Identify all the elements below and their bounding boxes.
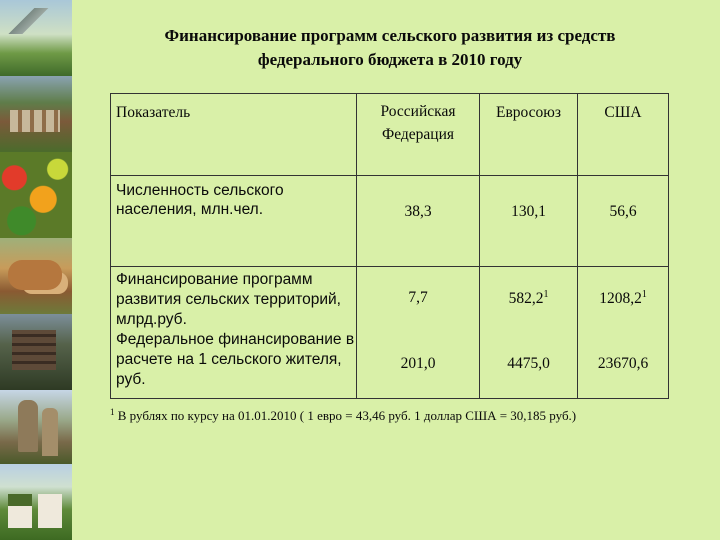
table-header-row <box>111 94 669 176</box>
cell-russia-funding: 7,7 <box>408 289 428 306</box>
cell-eu: 130,1 <box>480 176 578 267</box>
village-rooftops-photo <box>0 76 72 152</box>
farm-machinery-photo <box>0 314 72 390</box>
cell-eu-funding: 582,2$^1$ <box>508 289 549 307</box>
cells-usa <box>578 267 669 399</box>
cell-russia-per-capita: 201,0 <box>400 355 436 372</box>
row-label: Финансирование программ развития сельских территорий, млрд.руб. <box>116 271 341 328</box>
header-eu: Евросоюз <box>480 94 578 176</box>
table-row <box>111 176 669 267</box>
decorative-photo-strip <box>0 0 72 540</box>
header-usa: США <box>578 94 669 176</box>
cells-eu <box>480 267 578 399</box>
rock-formations-photo <box>0 390 72 464</box>
cattle-photo <box>0 238 72 314</box>
header-indicator: Показатель <box>111 94 357 176</box>
slide-title <box>110 24 670 72</box>
farmhouses-photo <box>0 464 72 540</box>
funding-table <box>110 93 669 399</box>
header-russia: Российская Федерация <box>357 94 480 176</box>
row-label: Федеральное финансирование в расчете на 1 сельского жителя, руб. <box>116 331 355 388</box>
footnote <box>110 407 710 424</box>
title-line-2: федерального бюджета в 2010 году <box>257 50 523 69</box>
footnote-text: В рублях по курсу на 01.01.2010 ( 1 евро = 43,46 руб. 1 доллар США = 30,185 руб.) <box>117 408 577 423</box>
cell-eu-per-capita: 4475,0 <box>507 355 550 372</box>
vegetables-photo <box>0 152 72 238</box>
title-line-1: Финансирование программ сельского развития из средств <box>164 26 616 45</box>
cells-russia <box>357 267 480 399</box>
cell-usa-funding: 1208,2$^1$ <box>599 289 647 307</box>
merged-row-labels <box>111 267 357 399</box>
footnote-mark: 1 <box>110 407 115 417</box>
cell-usa: 56,6 <box>578 176 669 267</box>
alpine-village-photo <box>0 0 72 76</box>
cell-usa-per-capita: 23670,6 <box>597 355 649 372</box>
cell-russia: 38,3 <box>357 176 480 267</box>
footnote-mark: 1 <box>543 289 549 300</box>
row-label: Численность сельского населения, млн.чел. <box>111 176 357 267</box>
table-row-merged <box>111 267 669 399</box>
footnote-mark: 1 <box>641 289 647 300</box>
